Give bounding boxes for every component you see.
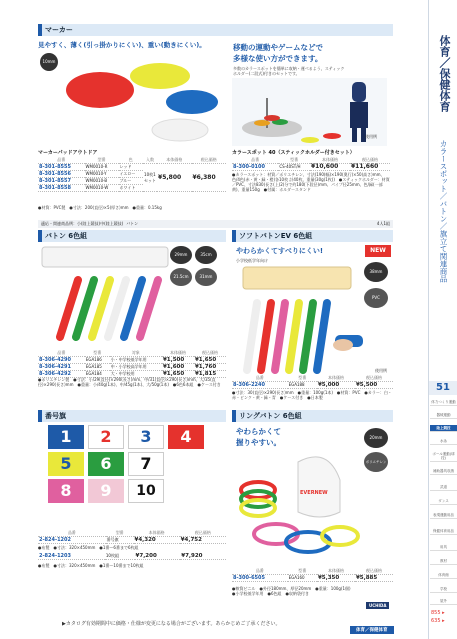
- model: WM0010-W: [85, 185, 119, 192]
- flag-header: 番号旗: [38, 410, 226, 422]
- model: EGA160: [288, 575, 317, 582]
- th: 型番: [85, 350, 110, 357]
- model: EGA186: [85, 357, 110, 364]
- footer-note: ▶カタログ有効期間中に価格・仕様が変更になる場合がございます。あらかじめご了承ください。: [62, 621, 281, 627]
- footer-right: 体育／保健体育: [350, 626, 394, 634]
- th: 本体価格: [134, 530, 180, 537]
- code: 8-306-4292: [38, 371, 85, 378]
- model: WM0010-Y: [85, 171, 119, 178]
- th: 税込価格: [180, 530, 226, 537]
- th: 本体価格: [157, 157, 191, 164]
- target: 中・小学校高学年用: [110, 364, 162, 371]
- price: ¥4,320: [134, 537, 180, 544]
- price: ¥7,200: [135, 553, 181, 560]
- cones-photo: [232, 78, 387, 146]
- table-row: [232, 575, 393, 582]
- price: ¥5,350: [317, 575, 355, 582]
- soft-tagline: やわらかくてすべりにくい!: [236, 247, 324, 255]
- flag-spec-1: ●布製 ●寸法：320×450mm ●1番〜6番まで6枚組: [38, 545, 139, 550]
- sidebar-cat[interactable]: 水泳: [430, 438, 457, 445]
- baton-badge-2: 35cm: [195, 246, 217, 264]
- ring-spec: ●軟質ビニル ●外径180mm、厚径20mm ●重量：100g(1個) ●小学校低学年用 ●6色組 ●収納袋付き: [232, 586, 355, 596]
- thickness-badge: 10mm: [40, 53, 58, 71]
- flag-9: 9: [88, 479, 124, 503]
- tax-price: ¥4,752: [180, 537, 226, 544]
- sidebar-cat[interactable]: 器械運動: [430, 412, 457, 419]
- ring-badge-2: ポリエチレン: [364, 452, 388, 472]
- flag-8: 8: [48, 479, 84, 503]
- baton-badge-4: 31mm: [195, 268, 217, 286]
- code: 8-306-4290: [38, 357, 85, 364]
- marker-left-title: マーカーパッドアウトドア: [38, 150, 98, 156]
- flag-table: [38, 530, 226, 544]
- evernew-logo: EVERNEW: [300, 490, 328, 496]
- sidebar-cat[interactable]: 学校: [430, 586, 457, 593]
- soft-badge-1: 38mm: [364, 262, 388, 282]
- sidebar-cat[interactable]: ボール運動(球技): [430, 451, 457, 462]
- th: 本体価格: [310, 157, 350, 164]
- tax-price: ¥6,380: [192, 164, 227, 192]
- baton-table: [38, 350, 226, 378]
- th: 型番: [288, 375, 317, 382]
- table-row: [38, 553, 226, 560]
- marker-tagline2: 移動の運動やゲームなどで 多様な使い方ができます。: [233, 43, 323, 63]
- marker-left-spec: ●材質：PVC製 ●寸法：200(直径)×5(厚さ)mm ●重量：0.15kg: [38, 205, 162, 210]
- color: イエロー: [119, 171, 144, 178]
- model: 10枚組: [105, 553, 135, 560]
- soft-sub: 小学校低学年向け: [236, 258, 268, 263]
- flag-10: 10: [128, 479, 164, 503]
- code: 8-301-8557: [38, 178, 85, 185]
- flag-2: 2: [88, 425, 124, 449]
- table-row: [232, 164, 390, 171]
- th: 品番: [232, 157, 278, 164]
- th: 税込価格: [194, 350, 226, 357]
- th: 型番: [278, 157, 310, 164]
- usage-label: 使用例: [365, 134, 377, 139]
- th: 税込価格: [355, 568, 393, 575]
- tax-price: ¥1,760: [194, 364, 226, 371]
- th: 品番: [38, 530, 106, 537]
- flag-4: 4: [168, 425, 204, 449]
- marker-pads-image: [60, 52, 220, 144]
- th: 品番: [38, 157, 85, 164]
- rings-image: [236, 452, 364, 562]
- soft-baton-header: ソフトバトンEV 6色組: [232, 230, 393, 242]
- code: 8-301-8556: [38, 171, 85, 178]
- price: ¥1,650: [162, 371, 194, 378]
- flag-grid: [48, 425, 208, 525]
- tax-price: ¥1,650: [194, 357, 226, 364]
- price: ¥5,800: [157, 164, 191, 192]
- ring-badge-1: 20mm: [364, 428, 388, 448]
- sidebar: [428, 0, 457, 639]
- batons-image: [40, 262, 170, 342]
- ring-tagline: やわらかくて 握りやすい。: [236, 427, 281, 447]
- sidebar-main-title: 体育／保健体育: [438, 35, 451, 112]
- model: EGA188: [288, 382, 317, 389]
- new-badge: NEW: [365, 245, 391, 257]
- code: 8-300-0100: [232, 164, 278, 171]
- color: レッド: [119, 164, 144, 171]
- band-left: 適応・関連商品例：小(陸上競技)中(陸上競技): [41, 221, 124, 226]
- tax-price: ¥1,815: [194, 371, 226, 378]
- flag-7: 7: [128, 452, 164, 476]
- th: 対象: [110, 350, 162, 357]
- color: ブルー: [119, 178, 144, 185]
- code: 2-824-1202: [38, 537, 106, 544]
- baton-header: バトン 6色組: [38, 230, 226, 242]
- th: 品番: [232, 568, 288, 575]
- sidebar-cat[interactable]: 教材: [430, 558, 457, 565]
- soft-spec: ●寸法：30(直径)×290(長さ)mm ●重量：100g(1本) ●材質：PVC ●カラー：白・赤・ピンク・黄・緑・青 ●ケース付き ●日本製: [232, 390, 392, 400]
- price: ¥5,000: [317, 382, 355, 389]
- marker-right-table: [232, 157, 390, 171]
- code: 8-306-2240: [232, 382, 288, 389]
- price: ¥1,600: [162, 364, 194, 371]
- ring-table: [232, 568, 393, 582]
- flag-3: 3: [128, 425, 164, 449]
- th: 税込価格: [350, 157, 390, 164]
- code: 8-301-8555: [38, 164, 85, 171]
- flag-5: 5: [48, 452, 84, 476]
- band-right: 4人1組: [376, 221, 390, 226]
- target: 小・中学校低学年用: [110, 357, 162, 364]
- table-row: [38, 537, 226, 544]
- model: EGA185: [85, 364, 110, 371]
- color: ホワイト: [119, 185, 144, 192]
- th: 本体価格: [162, 350, 194, 357]
- sidebar-cat-active[interactable]: 陸上競技: [430, 425, 457, 432]
- flag-1: 1: [48, 425, 84, 449]
- sidebar-cat[interactable]: 補助器具収納: [430, 468, 457, 475]
- uchida-logo: UCHIDA: [366, 602, 389, 609]
- th: 型番: [85, 157, 119, 164]
- sidebar-bottom-link-1[interactable]: 855 ▸: [431, 610, 445, 616]
- marker-note: 多数のカラースポットを簡単に収納・運べるよう、スティックホルダー(二段式)付きのセットです。: [233, 66, 345, 76]
- baton-badge-1: 29mm: [170, 246, 192, 264]
- page-number: 51: [429, 381, 457, 395]
- qty: 10枚1セット: [143, 164, 157, 192]
- model: WM0010-B: [85, 178, 119, 185]
- model: WM0010-R: [85, 164, 119, 171]
- target: 大・中学校用: [110, 371, 162, 378]
- th: 本体価格: [317, 375, 355, 382]
- th: 税込価格: [355, 375, 393, 382]
- soft-table: [232, 375, 393, 389]
- sidebar-cat[interactable]: 武道: [430, 484, 457, 491]
- category-band: [38, 220, 393, 228]
- marker-right-title: カラースポット 40（スティックホルダー付きセット）: [232, 150, 355, 156]
- table-row: [232, 382, 393, 389]
- marker-right-spec: ●カラースポット：材質／ポリエチレン、寸法(190(幅)×190(奥行)×50(高さ)mm、色/4色(赤・黄・緑・橙)各10枚 計40枚、重量(30g(1枚)) ●スティックホルダー：材質／PVC、寸法830(長さ(上)2)分で約180(下段径)mm、パイプ径25mm、色/緑(一部黄)、重量150g ●付属：ホルダースタンド: [232, 172, 390, 192]
- model: 番号旗: [106, 537, 134, 544]
- baton-spec: ●ポリエチレン製 ●寸法：小/29(直径)×290(長さ)mm、中/31(直径)×290(長さ)mm、大/35(直径)×290(長さ)mm ●重量：小/40g(1本)、中/45g(1本)、大/50g(1本) ●6色6本組 ●ケース付き: [38, 377, 221, 387]
- sidebar-subtitle: カラースポット／バトン／旗立て関連商品: [439, 140, 448, 283]
- marker-header: マーカー: [38, 24, 393, 36]
- flag-6: 6: [88, 452, 124, 476]
- th: 入数: [143, 157, 157, 164]
- table-row: [38, 164, 226, 171]
- th: 品番: [38, 350, 85, 357]
- code: 2-824-1203: [38, 553, 105, 560]
- baton-badge-3: 21.5cm: [170, 268, 192, 286]
- th: 本体価格: [317, 568, 355, 575]
- th: 型番: [106, 530, 134, 537]
- flag-spec-2: ●布製 ●寸法：320×450mm ●1番〜10番まで10枚組: [38, 563, 144, 568]
- th: 品番: [232, 375, 288, 382]
- table-row: [38, 357, 226, 364]
- th: 型番: [288, 568, 317, 575]
- table-row: [38, 364, 226, 371]
- sidebar-cat[interactable]: 表現運動用品: [430, 512, 457, 519]
- tax-price: ¥7,920: [180, 553, 226, 560]
- marker-left-table: [38, 157, 226, 192]
- th: 税込価格: [192, 157, 227, 164]
- ring-header: リングバトン 6色組: [232, 410, 393, 422]
- marker-tagline: 見やすく、薄く(引っ掛かりにくい)、重い(動きにくい)。: [38, 41, 206, 49]
- sidebar-cat[interactable]: 用具: [430, 544, 457, 551]
- soft-badge-2: PVC: [364, 288, 388, 308]
- th: 色: [119, 157, 144, 164]
- tax-price: ¥11,660: [350, 164, 390, 171]
- sidebar-cat[interactable]: 体力つくり運動: [431, 400, 456, 404]
- sidebar-cat[interactable]: ダンス: [430, 498, 457, 505]
- model: EGA184: [85, 371, 110, 378]
- code: 8-306-4291: [38, 364, 85, 371]
- sidebar-cat[interactable]: 体育館: [430, 572, 457, 579]
- tax-price: ¥5,500: [355, 382, 393, 389]
- sidebar-cat[interactable]: 屋外: [430, 598, 457, 605]
- code: 8-301-8558: [38, 185, 85, 192]
- soft-batons-image: [235, 265, 365, 380]
- code: 8-300-6505: [232, 575, 288, 582]
- price: ¥1,500: [162, 357, 194, 364]
- sidebar-cat[interactable]: 保健体育用品: [430, 528, 457, 535]
- flag-table-2: [38, 553, 226, 560]
- band-mid: バトン: [126, 221, 139, 226]
- model: CS-40ST/H: [278, 164, 310, 171]
- soft-usage-label: 使用例: [375, 368, 387, 373]
- tax-price: ¥5,885: [355, 575, 393, 582]
- price: ¥10,600: [310, 164, 350, 171]
- sidebar-bottom-link-2[interactable]: 635 ▸: [431, 618, 445, 624]
